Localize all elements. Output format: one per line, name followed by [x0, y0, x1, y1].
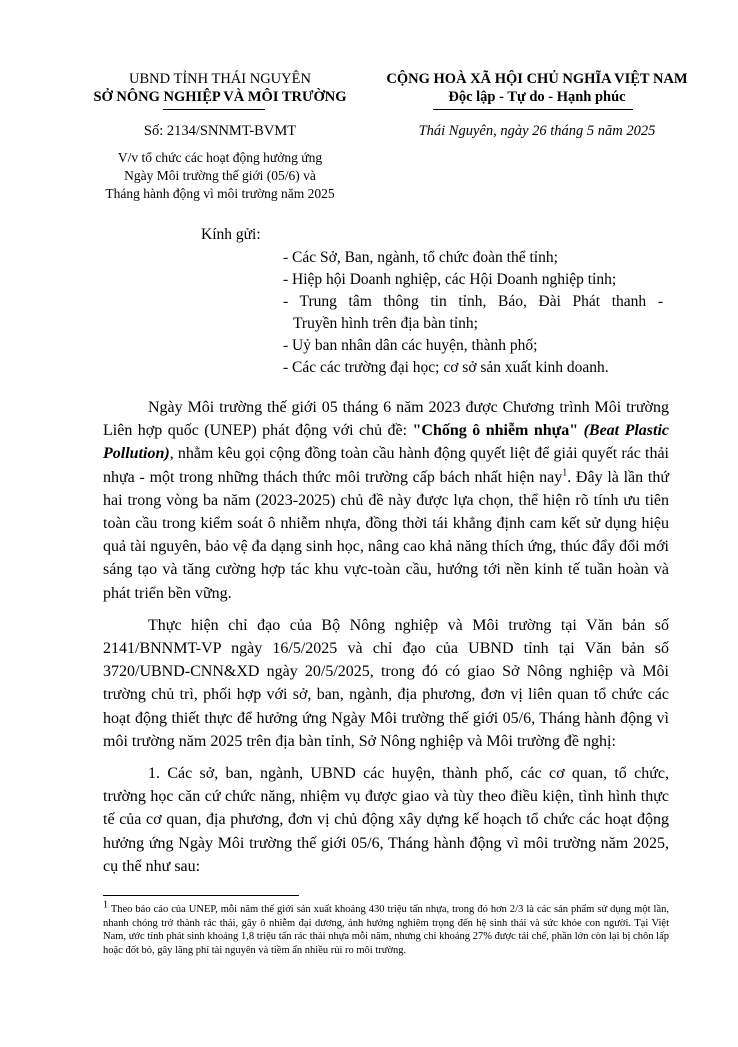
- issuing-authority: UBND TỈNH THÁI NGUYÊN: [129, 71, 311, 87]
- issuing-department: SỞ NÔNG NGHIỆP VÀ MÔI TRƯỜNG: [93, 89, 347, 105]
- body-paragraph: 1. Các sở, ban, ngành, UBND các huyện, thành phố, các cơ quan, tổ chức, trường học căn cứ chức năng, nhiệm vụ được giao và tùy theo điều kiện, tình hình thực tế của cơ quan, địa phương, đơn vị chủ động xây dựng kế hoạch tổ chức các hoạt động hưởng ứng Ngày Môi trường thế giới 05/6, Tháng hành động vì môi trường năm 2025, cụ thể như sau:: [103, 765, 669, 875]
- body-paragraph: Thực hiện chỉ đạo của Bộ Nông nghiệp và Môi trường tại Văn bản số 2141/BNNMT-VP ngày 16/5/2025 và chỉ đạo của UBND tỉnh tại Văn bản số 3720/UBND-CNN&XD ngày 20/5/2025, trong đó có giao Sở Nông nghiệp và Môi trường chủ trì, phối hợp với sở, ban, ngành, địa phương, đơn vị liên quan tổ chức các hoạt động thiết thực để hưởng ứng Ngày Môi trường thế giới 05/6, Tháng hành động vì môi trường năm 2025 trên địa bàn tỉnh, Sở Nông nghiệp và Môi trường đề nghị:: [103, 616, 669, 750]
- recipient-item: - Các các trường đại học; cơ sở sản xuất kinh doanh.: [283, 359, 609, 376]
- footnote-number: 1: [103, 899, 108, 911]
- national-title: CỘNG HOÀ XÃ HỘI CHỦ NGHĨA VIỆT NAM: [386, 71, 688, 87]
- motto-underline: [433, 109, 633, 110]
- document-body: [103, 396, 669, 887]
- recipients-list: [283, 247, 663, 379]
- theme-title: "Chống ô nhiễm nhựa": [412, 422, 579, 440]
- recipient-item: - Hiệp hội Doanh nghiệp, các Hội Doanh nghiệp tỉnh;: [283, 271, 617, 288]
- footnote: [103, 899, 669, 957]
- paragraph-text: , nhằm kêu gọi cộng đồng toàn cầu hành động quyết liệt để giải quyết rác thải nhựa - một trong những thách thức môi trường cấp bách nhất hiện nay: [103, 445, 669, 486]
- body-paragraph: [103, 396, 669, 605]
- subject-line: Tháng hành động vì môi trường năm 2025: [105, 186, 335, 201]
- footnote-reference: 1: [562, 467, 568, 479]
- recipient-item: - Các Sở, Ban, ngành, tổ chức đoàn thể tỉnh;: [283, 249, 558, 266]
- footnote-separator: [103, 895, 299, 896]
- document-date: Thái Nguyên, ngày 26 tháng 5 năm 2025: [418, 123, 656, 139]
- recipient-item: Truyền hình trên địa bàn tỉnh;: [293, 315, 478, 332]
- document-subject: [70, 149, 370, 203]
- subject-line: Ngày Môi trường thế giới (05/6) và: [124, 168, 316, 183]
- recipient-item: - Uỷ ban nhân dân các huyện, thành phố;: [283, 337, 538, 354]
- recipients-label: Kính gửi:: [201, 226, 261, 243]
- national-motto: Độc lập - Tự do - Hạnh phúc: [448, 89, 626, 105]
- department-underline: [163, 109, 265, 110]
- paragraph-text: Ngày Môi trường thế giới 05 tháng 6 năm 2023 được Chương trình Môi trường Liên hợp quốc (UNEP) phát động với chủ đề:: [103, 399, 669, 440]
- subject-line: V/v tổ chức các hoạt động hưởng ứng: [117, 150, 323, 165]
- document-header: [0, 70, 738, 130]
- footnote-text: Theo báo cáo của UNEP, mỗi năm thế giới sản xuất khoảng 430 triệu tấn nhựa, trong đó hơn 2/3 là các sản phẩm sử dụng một lần, nhanh chóng trở thành rác thải, gây ô nhiễm đại dương, ảnh hưởng nghiêm trọng đến hệ sinh thái và sức khỏe con người. Tại Việt Nam, ước tính phát sinh khoảng 1,8 triệu tấn rác thải nhựa mỗi năm, nhưng chỉ khoảng 27% được tái chế, phần lớn còn lại bị chôn lấp hoặc đốt bỏ, gây lãng phí tài nguyên và tiềm ẩn nhiều rủi ro môi trường.: [103, 904, 669, 956]
- paragraph-text: . Đây là lần thứ hai trong vòng ba năm (2023-2025) chủ đề này được lựa chọn, thể hiện rõ tính ưu tiên toàn cầu trong kiểm soát ô nhiễm nhựa, đồng thời tái khẳng định cam kết sử dụng hiệu quả tài nguyên, bảo vệ đa dạng sinh học, nâng cao khả năng thích ứng, thúc đẩy đổi mới sáng tạo và tăng cường hợp tác khu vực-toàn cầu, hướng tới nền kinh tế tuần hoàn và phát triển bền vững.: [103, 468, 669, 602]
- document-number: Số: 2134/SNNMT-BVMT: [143, 123, 297, 139]
- theme-english: (Beat Plastic Pollution): [103, 422, 670, 463]
- recipient-item: - Trung tâm thông tin tỉnh, Báo, Đài Phát thanh -: [283, 293, 663, 310]
